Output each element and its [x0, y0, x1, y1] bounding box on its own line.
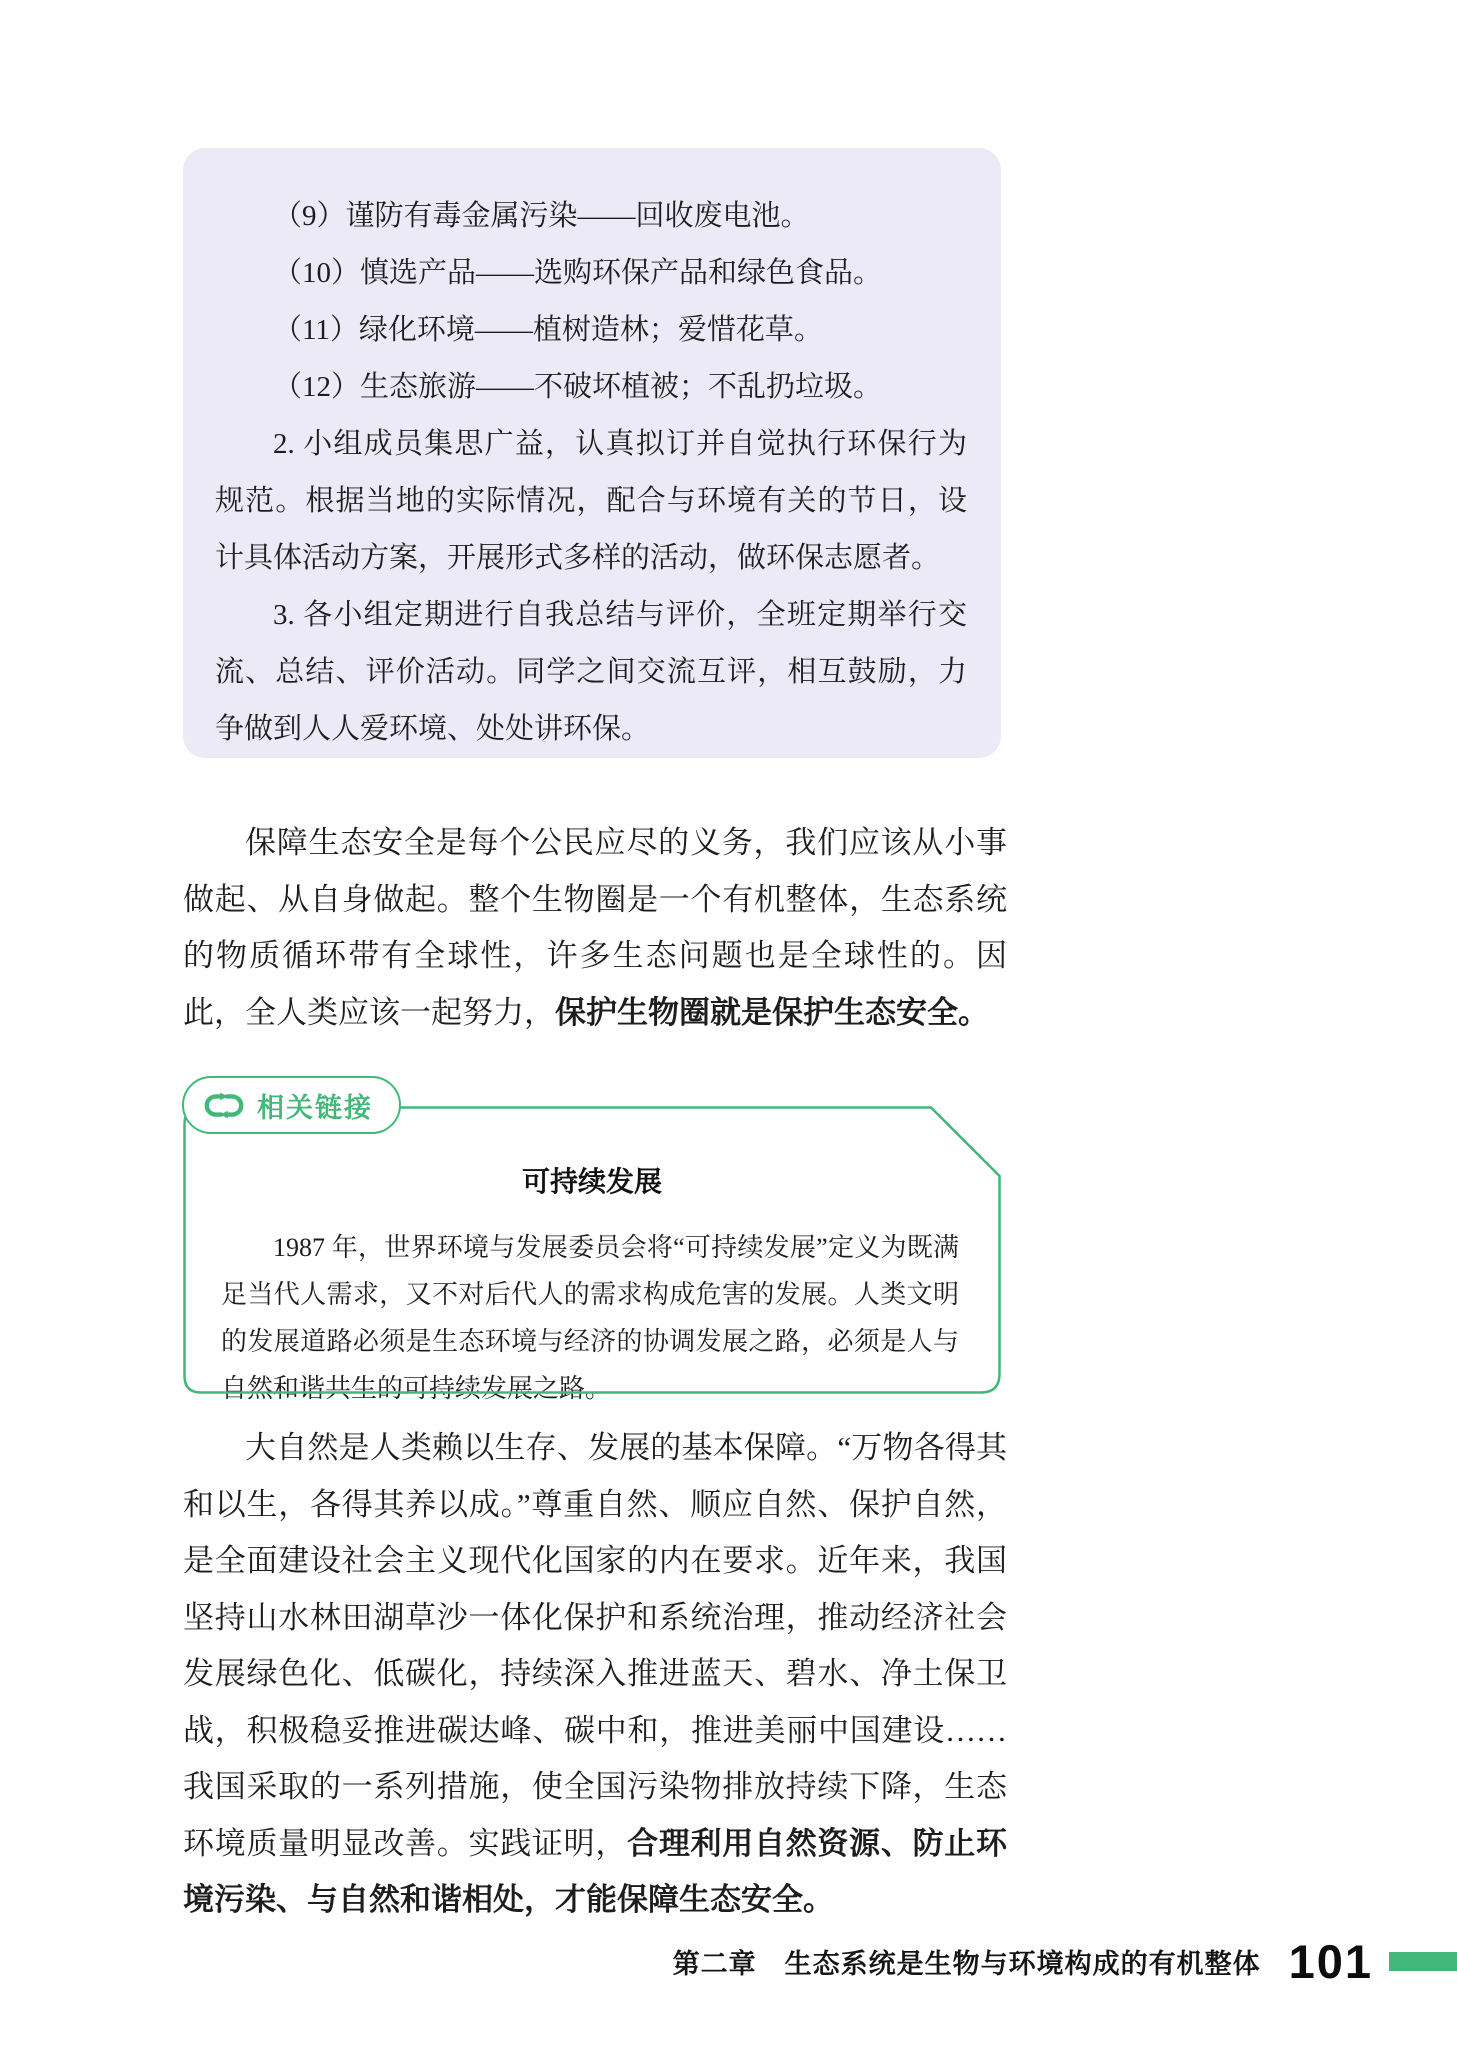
activity-step-2: 2. 小组成员集思广益，认真拟订并自觉执行环保行为规范。根据当地的实际情况，配合与环境有关的节日，设计具体活动方案，开展形式多样的活动，做环保志愿者。	[215, 428, 967, 574]
activity-item-11: （11）绿化环境——植树造林；爱惜花草。	[273, 314, 823, 346]
paragraph-ecological-safety	[183, 815, 1007, 1041]
related-link-box	[183, 1092, 1001, 1403]
activity-box	[183, 148, 1001, 758]
related-link-box-border	[183, 1106, 1001, 1394]
related-link-tab	[182, 1076, 401, 1134]
paragraph-nature-protection-bold: 合理利用自然资源、防止环境污染、与自然和谐相处，才能保障生态安全。	[183, 1825, 1008, 1917]
activity-item-10: （10）慎选产品——选购环保产品和绿色食品。	[273, 257, 883, 289]
footer-green-bar	[1389, 1952, 1457, 1971]
arrow-tip-top	[220, 1092, 228, 1100]
activity-step-3: 3. 各小组定期进行自我总结与评价，全班定期举行交流、总结、评价活动。同学之间交流互评，相互鼓励，力争做到人人爱环境、处处讲环保。	[215, 599, 967, 745]
activity-item-9: （9）谨防有毒金属污染——回收废电池。	[273, 200, 810, 232]
related-link-label: 相关链接	[257, 1092, 373, 1123]
chain-link-icon	[202, 1091, 246, 1120]
related-link-title: 可持续发展	[521, 1166, 662, 1197]
paragraph-ecological-safety-bold: 保护生物圈就是保护生态安全。	[555, 994, 989, 1030]
activity-item-12: （12）生态旅游——不破坏植被；不乱扔垃圾。	[273, 371, 883, 403]
related-link-body: 1987 年，世界环境与发展委员会将“可持续发展”定义为既满足当代人需求，又不对后代人的需求构成危害的发展。人类文明的发展道路必须是生态环境与经济的协调发展之路，必须是人与自然和谐共生的可持续发展之路。	[221, 1233, 959, 1403]
page-footer	[0, 1935, 1457, 1988]
paragraph-ecological-safety-text: 保障生态安全是每个公民应尽的义务，我们应该从小事做起、从自身做起。整个生物圈是一个有机整体，生态系统的物质循环带有全球性，许多生态问题也是全球性的。因此，全人类应该一起努力，	[183, 825, 1007, 1030]
arrow-tip-bottom	[220, 1110, 228, 1118]
footer-chapter-title: 第二章 生态系统是生物与环境构成的有机整体	[672, 1949, 1261, 1979]
paragraph-nature-protection-text: 大自然是人类赖以生存、发展的基本保障。“万物各得其和以生，各得其养以成。”尊重自然、顺应自然、保护自然，是全面建设社会主义现代化国家的内在要求。近年来，我国坚持山水林田湖草沙一体化保护和系统治理，推动经济社会发展绿色化、低碳化，持续深入推进蓝天、碧水、净土保卫战，积极稳妥推进碳达峰、碳中和，推进美丽中国建设……我国采取的一系列措施，使全国污染物排放持续下降，生态环境质量明显改善。实践证明，	[183, 1430, 1007, 1861]
paragraph-nature-protection	[183, 1420, 1007, 1929]
footer-page-number: 101	[1288, 1935, 1373, 1988]
